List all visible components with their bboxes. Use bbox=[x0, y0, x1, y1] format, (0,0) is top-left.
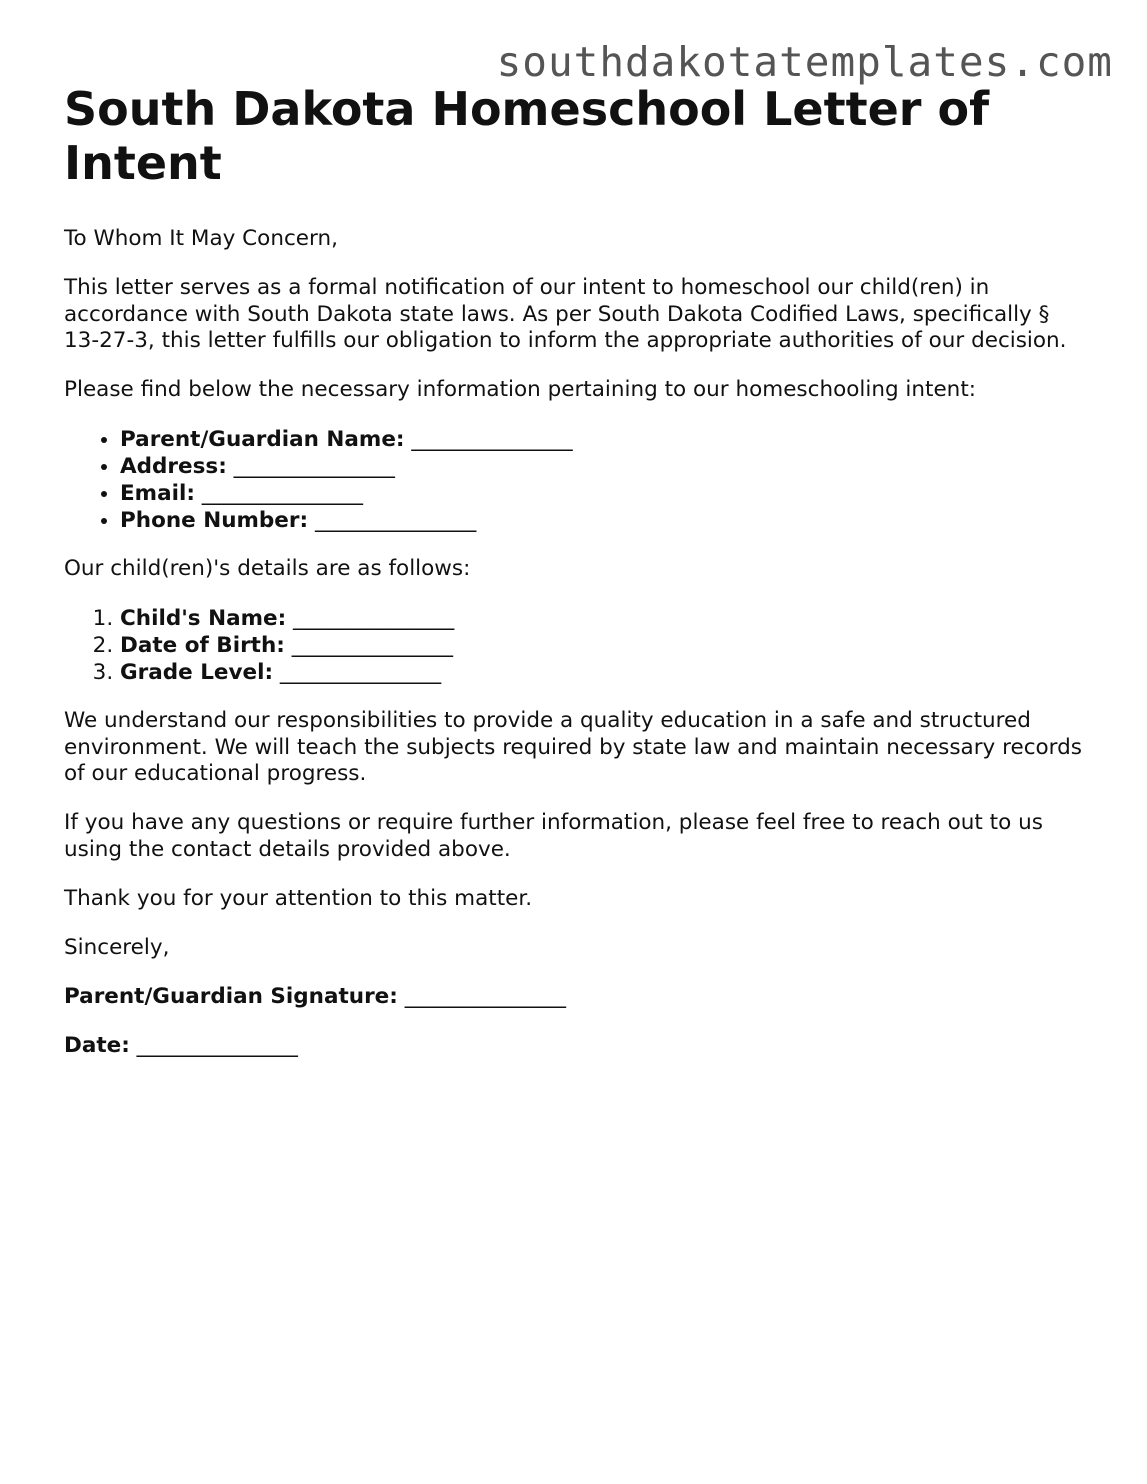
blank-line: _______________ bbox=[136, 1032, 298, 1058]
info-intro: Please find below the necessary information pertaining to our homeschooling intent: bbox=[64, 377, 976, 402]
list-item-address bbox=[120, 453, 1084, 480]
signature-line bbox=[64, 984, 1084, 1011]
field-label: Parent/Guardian Name: bbox=[120, 427, 405, 452]
field-label: Email: bbox=[120, 481, 195, 506]
closing: Sincerely, bbox=[64, 934, 170, 960]
parent-info-list bbox=[64, 426, 1084, 534]
blank-line: _______________ bbox=[404, 983, 566, 1009]
intro-paragraph: This letter serves as a formal notification of our intent to homeschool our child(ren) in accordance with South Dakota state laws. As per South Dakota Codified Laws, specifically § 13-27-3, this letter fulfills our obligation to inform the appropriate authorities of our decision. bbox=[64, 275, 1067, 353]
blank-line: _______________ bbox=[201, 481, 364, 506]
blank-line: _______________ bbox=[293, 606, 455, 631]
field-label: Grade Level: bbox=[120, 660, 274, 685]
date-line bbox=[64, 1033, 1084, 1060]
field-label: Address: bbox=[120, 454, 227, 479]
blank-line: _______________ bbox=[411, 427, 573, 452]
blank-line: _______________ bbox=[314, 508, 477, 533]
responsibilities-paragraph: We understand our responsibilities to provide a quality education in a safe and structured environment. We will teach the subjects required by state law and maintain necessary records of our educational progress. bbox=[64, 708, 1082, 786]
signature-label: Parent/Guardian Signature: bbox=[64, 983, 398, 1009]
children-intro: Our child(ren)'s details are as follows: bbox=[64, 556, 471, 581]
questions-paragraph: If you have any questions or require further information, please feel free to reach out to us using the contact details provided above. bbox=[64, 810, 1043, 862]
blank-line: _______________ bbox=[291, 633, 453, 658]
field-label: Phone Number: bbox=[120, 508, 309, 533]
list-item-parent-name bbox=[120, 426, 1084, 453]
field-label: Child's Name: bbox=[120, 606, 287, 631]
thanks-paragraph: Thank you for your attention to this matter. bbox=[64, 885, 533, 911]
list-item-child-name bbox=[120, 605, 1084, 632]
blank-line: _______________ bbox=[279, 660, 442, 685]
list-item-phone bbox=[120, 507, 1084, 534]
page-title: South Dakota Homeschool Letter of Intent bbox=[64, 82, 990, 190]
watermark-text: southdakotatemplates.com bbox=[496, 38, 1113, 86]
field-label: Date of Birth: bbox=[120, 633, 285, 658]
list-item-email bbox=[120, 480, 1084, 507]
list-item-date-of-birth bbox=[120, 632, 1084, 659]
blank-line: _______________ bbox=[233, 454, 395, 479]
date-label: Date: bbox=[64, 1032, 130, 1058]
salutation: To Whom It May Concern, bbox=[64, 226, 338, 251]
child-info-list bbox=[64, 605, 1084, 686]
list-item-grade-level bbox=[120, 659, 1084, 686]
letter-document bbox=[64, 82, 1084, 1082]
